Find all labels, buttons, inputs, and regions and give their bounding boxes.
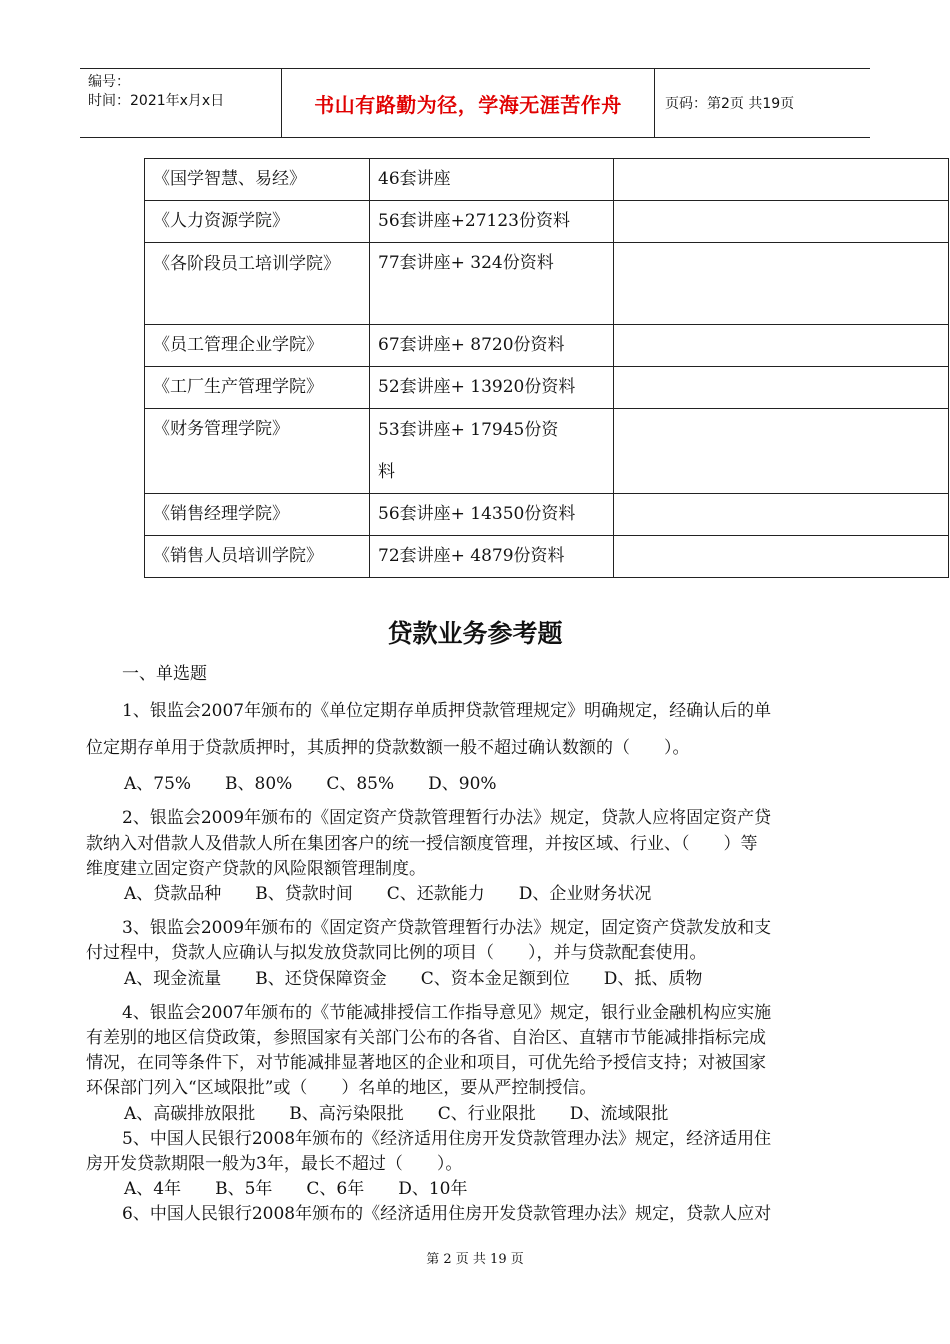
- table-row: [145, 159, 949, 201]
- course-content: 52套讲座+ 13920份资料: [370, 367, 614, 409]
- question-2-line-3: 维度建立固定资产贷款的风险限额管理制度。: [86, 859, 426, 879]
- course-name: 《人力资源学院》: [145, 201, 370, 243]
- course-name: 《工厂生产管理学院》: [145, 367, 370, 409]
- course-content: 46套讲座: [370, 159, 614, 201]
- question-6-line-1: 6、中国人民银行2008年颁布的《经济适用住房开发贷款管理办法》规定，贷款人应对: [122, 1204, 772, 1224]
- course-content: 53套讲座+ 17945份资料: [378, 420, 559, 482]
- page-header: [80, 68, 870, 138]
- page-footer: 第 2 页 共 19 页: [426, 1252, 524, 1267]
- question-4-options: A、高碳排放限批 B、高污染限批 C、行业限批 D、流域限批: [124, 1104, 669, 1124]
- question-2-options: A、贷款品种 B、贷款时间 C、还款能力 D、企业财务状况: [124, 884, 652, 904]
- document-title: 贷款业务参考题: [387, 619, 563, 648]
- question-4-line-3: 情况，在同等条件下，对节能减排显著地区的企业和项目，可优先给予授信支持；对被国家: [86, 1053, 766, 1073]
- course-name: 《各阶段员工培训学院》: [153, 254, 340, 274]
- course-content: 77套讲座+ 324份资料: [370, 243, 614, 325]
- course-extra: [614, 367, 949, 409]
- question-5-options: A、4年 B、5年 C、6年 D、10年: [124, 1179, 468, 1199]
- table-row: [145, 409, 949, 494]
- question-4-line-2: 有差别的地区信贷政策，参照国家有关部门公布的各省、自治区、直辖市节能减排指标完成: [86, 1028, 766, 1048]
- header-meta: [80, 69, 282, 137]
- course-content: 72套讲座+ 4879份资料: [370, 536, 614, 578]
- course-content: 67套讲座+ 8720份资料: [370, 325, 614, 367]
- course-content: 56套讲座+ 14350份资料: [370, 494, 614, 536]
- time-label: 时间：2021年x月x日: [88, 93, 225, 109]
- course-extra: [614, 243, 949, 325]
- catalog-table: [144, 158, 949, 578]
- question-4-line-4: 环保部门列入“区域限批”或（ ）名单的地区，要从严控制授信。: [86, 1078, 597, 1098]
- number-label: 编号：: [88, 74, 130, 90]
- question-1-line-1: 1、银监会2007年颁布的《单位定期存单质押贷款管理规定》明确规定，经确认后的单: [122, 701, 772, 721]
- header-page-info: 页码：第2页 共19页: [665, 96, 795, 112]
- question-5-line-2: 房开发贷款期限一般为3年，最长不超过（ ）。: [86, 1154, 463, 1174]
- question-2-line-1: 2、银监会2009年颁布的《固定资产贷款管理暂行办法》规定，贷款人应将固定资产贷: [122, 808, 772, 828]
- header-motto: 书山有路勤为径，学海无涯苦作舟: [282, 69, 655, 137]
- course-extra: [614, 325, 949, 367]
- course-content: 56套讲座+27123份资料: [370, 201, 614, 243]
- course-name: 《销售人员培训学院》: [145, 536, 370, 578]
- table-row: [145, 494, 949, 536]
- course-name: 《财务管理学院》: [145, 409, 370, 494]
- question-4-line-1: 4、银监会2007年颁布的《节能减排授信工作指导意见》规定，银行业金融机构应实施: [122, 1003, 772, 1023]
- question-1-line-2: 位定期存单用于贷款质押时，其质押的贷款数额一般不超过确认数额的（ ）。: [86, 738, 690, 758]
- course-extra: [614, 536, 949, 578]
- course-extra: [614, 201, 949, 243]
- table-row: [145, 367, 949, 409]
- course-name: 《国学智慧、易经》: [145, 159, 370, 201]
- course-name: 《销售经理学院》: [145, 494, 370, 536]
- section-heading: 一、单选题: [122, 664, 207, 684]
- question-3-line-1: 3、银监会2009年颁布的《固定资产贷款管理暂行办法》规定，固定资产贷款发放和支: [122, 918, 772, 938]
- course-extra: [614, 409, 949, 494]
- question-1-options: A、75% B、80% C、85% D、90%: [124, 774, 497, 794]
- table-row: [145, 201, 949, 243]
- question-3-line-2: 付过程中，贷款人应确认与拟发放贷款同比例的项目（ ），并与贷款配套使用。: [86, 943, 707, 963]
- table-row: [145, 325, 949, 367]
- course-extra: [614, 494, 949, 536]
- table-row: [145, 536, 949, 578]
- table-row: [145, 243, 949, 325]
- course-extra: [614, 159, 949, 201]
- question-5-line-1: 5、中国人民银行2008年颁布的《经济适用住房开发贷款管理办法》规定，经济适用住: [122, 1129, 772, 1149]
- question-2-line-2: 款纳入对借款人及借款人所在集团客户的统一授信额度管理，并按区域、行业、（ ）等: [86, 834, 758, 854]
- course-name: 《员工管理企业学院》: [145, 325, 370, 367]
- question-3-options: A、现金流量 B、还贷保障资金 C、资本金足额到位 D、抵、质物: [124, 969, 703, 989]
